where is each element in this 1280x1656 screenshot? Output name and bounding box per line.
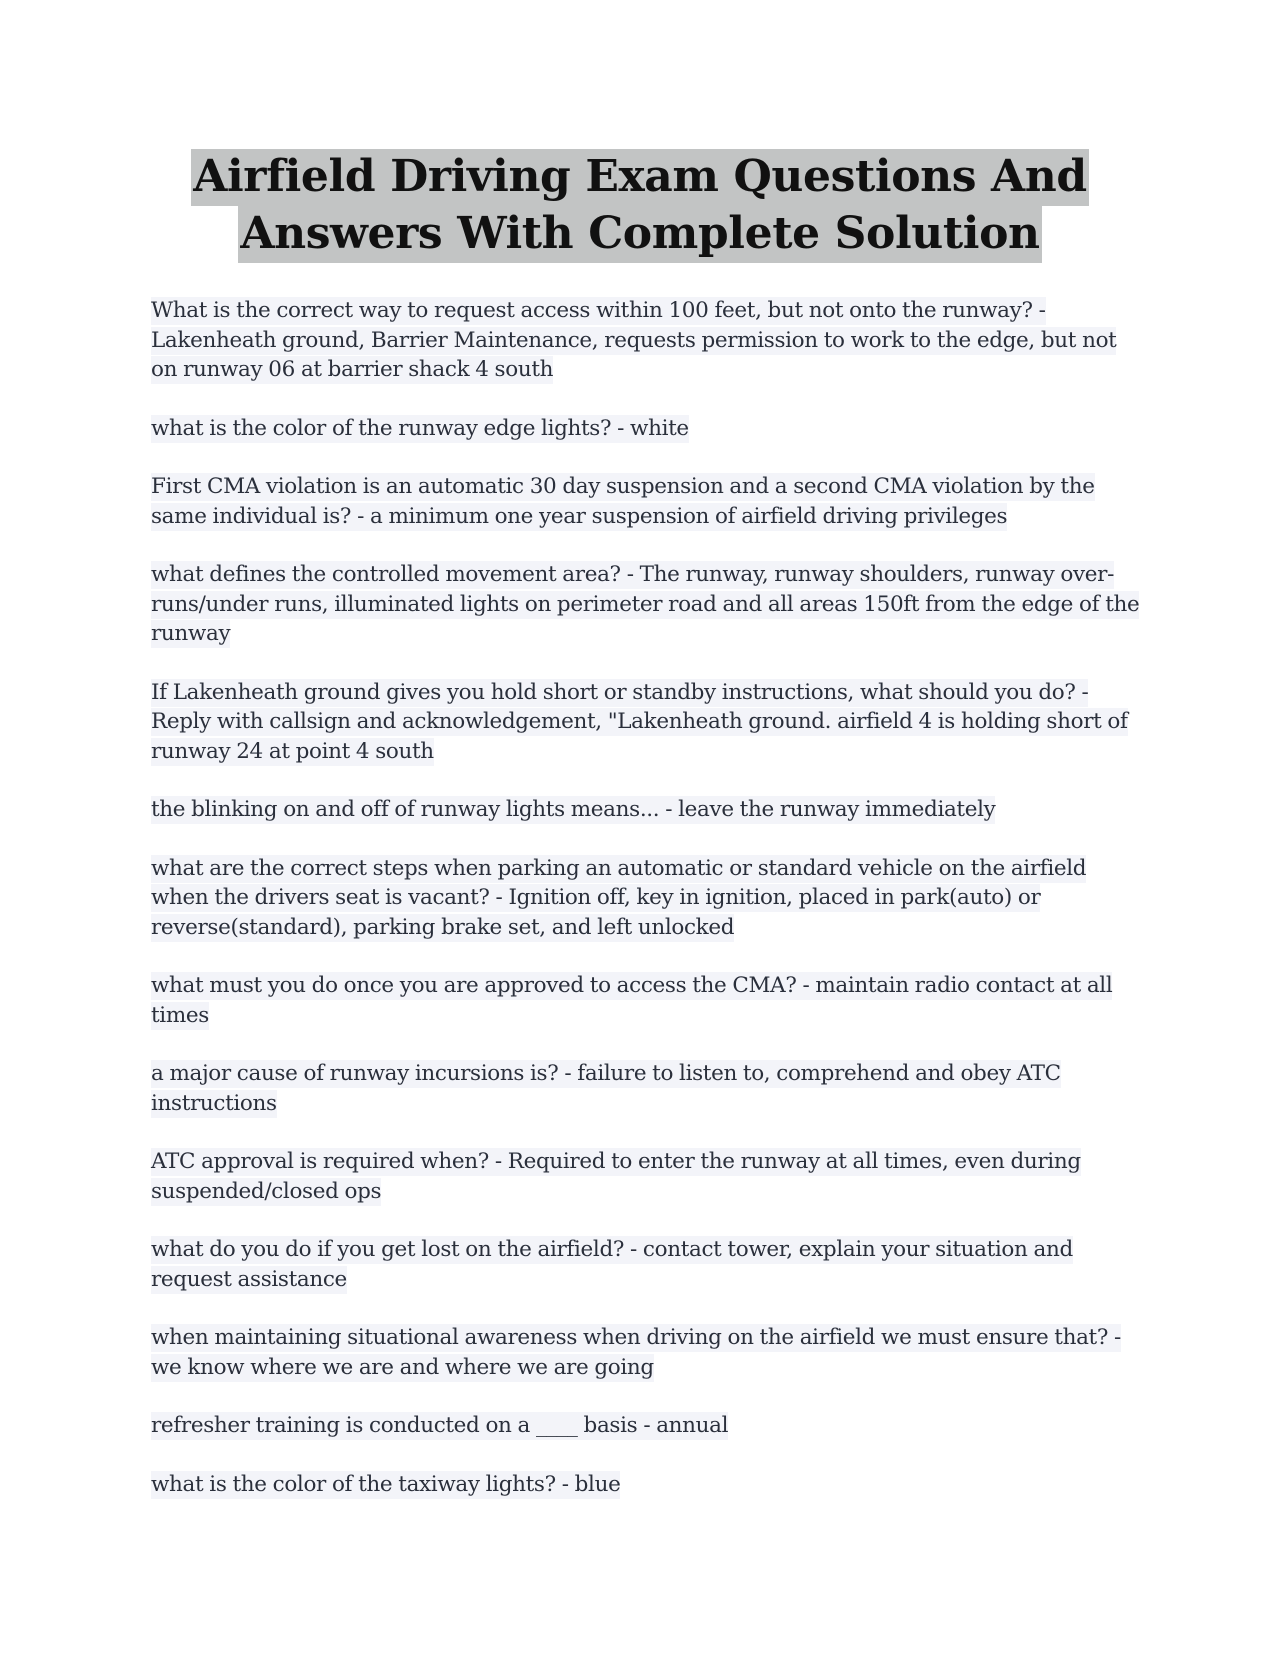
qa-item <box>151 678 1141 767</box>
qa-item <box>151 1235 1141 1294</box>
qa-text: If Lakenheath ground gives you hold short or standby instructions, what should you do? - Reply with callsign and acknowledgement, "Lakenheath ground. airfield 4 is holding short of runway 24 at point 4 south <box>151 679 1128 764</box>
qa-item <box>151 296 1141 385</box>
qa-item <box>151 1470 1141 1500</box>
qa-text: First CMA violation is an automatic 30 day suspension and a second CMA violation by the same individual is? - a minimum one year suspension of airfield driving privileges <box>151 474 1095 529</box>
qa-item <box>151 971 1141 1030</box>
qa-list <box>151 296 1141 1528</box>
qa-item <box>151 1323 1141 1382</box>
qa-text: what are the correct steps when parking an automatic or standard vehicle on the airfield when the drivers seat is vacant? - Ignition off, key in ignition, placed in park(auto) or reverse(standard), parking brake set, and left unlocked <box>151 855 1087 940</box>
document-title <box>0 148 1280 262</box>
qa-text: ATC approval is required when? - Required to enter the runway at all times, even during suspended/closed ops <box>151 1149 1081 1204</box>
qa-item <box>151 1411 1141 1441</box>
qa-text: what defines the controlled movement area? - The runway, runway shoulders, runway over-runs/under runs, illuminated lights on perimeter road and all areas 150ft from the edge of the runway <box>151 562 1140 646</box>
qa-item <box>151 1147 1141 1206</box>
qa-item <box>151 854 1141 943</box>
qa-text: what is the color of the runway edge lights? - white <box>151 415 689 441</box>
qa-text: the blinking on and off of runway lights means... - leave the runway immediately <box>151 797 996 822</box>
qa-text: what is the color of the taxiway lights? - blue <box>151 1471 621 1497</box>
title-line-2: Answers With Complete Solution <box>238 206 1041 263</box>
qa-item <box>151 795 1141 825</box>
qa-text: when maintaining situational awareness when driving on the airfield we must ensure that? - we know where we are and where we are going <box>151 1325 1121 1380</box>
qa-text: What is the correct way to request access within 100 feet, but not onto the runway? - Lakenheath ground, Barrier Maintenance, requests permission to work to the edge, but not on runway 06 at barrier shack 4 south <box>151 298 1117 382</box>
qa-item <box>151 414 1141 444</box>
qa-item <box>151 560 1141 649</box>
qa-text: what must you do once you are approved to access the CMA? - maintain radio contact at all times <box>151 973 1113 1028</box>
qa-text: what do you do if you get lost on the airfield? - contact tower, explain your situation and request assistance <box>151 1237 1073 1292</box>
qa-text: a major cause of runway incursions is? - failure to listen to, comprehend and obey ATC instructions <box>151 1061 1061 1116</box>
title-line-1: Airfield Driving Exam Questions And <box>191 149 1088 206</box>
qa-text: refresher training is conducted on a ____ basis - annual <box>151 1413 729 1438</box>
qa-item <box>151 1059 1141 1118</box>
qa-item <box>151 472 1141 531</box>
